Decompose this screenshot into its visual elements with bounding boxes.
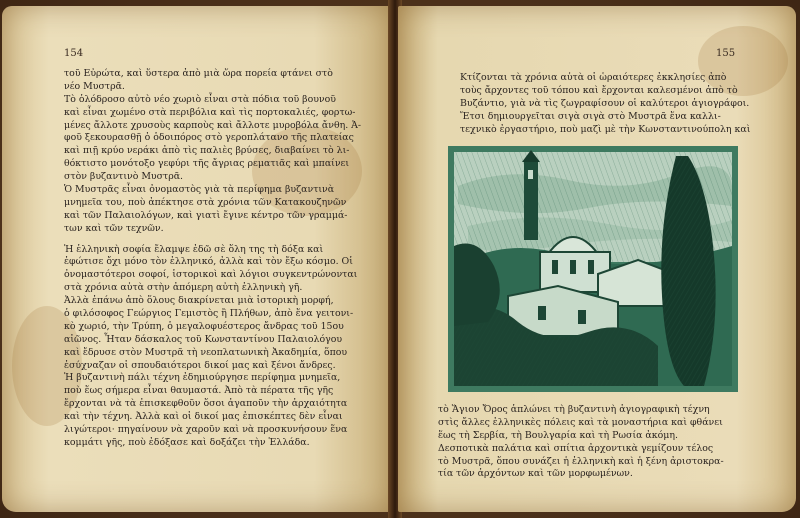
text-line: ἕως τὴ Σερβία, τὴ Βουλγαρία καὶ τὴ Ρωσία ἀκόμη. [438,429,678,441]
text-line: καὶ τὴν τέχνη. Ἀλλὰ καὶ οἱ δικοί μας ἐπισκέπτες δὲν εἶναι [64,411,343,423]
text-line: Δεσποτικὰ παλάτια καὶ σπίτια ἀρχοντικὰ γεμίζουν τέλος [438,442,714,454]
text-line: στὰ χρόνια αὐτὰ στὴν ἀπόμερη αὐτὴ ἑλληνικὴ γῆ. [64,282,303,294]
text-line: Ἡ ἑλληνικὴ σοφία ἔλαμψε ἐδῶ σὲ ὅλη της τὴ δόξα καὶ [64,243,324,255]
text-line: καὶ ἔδρυσε στὸν Μυστρᾶ τὴ νεοπλατωνικὴ Ἀκαδημία, ὅπου [64,346,348,358]
engraving-image [448,146,738,392]
text-line: Ἀλλὰ ἐπάνω ἀπὸ ὅλους διακρίνεται μιὰ ἱστορικὴ μορφή, [64,295,334,307]
text-line: ποὺ ἕως σήμερα εἶναι θαυμαστά. Ἀπὸ τὰ πέρατα τῆς γῆς [64,385,334,397]
left-page [2,6,392,512]
left-page-text [64,68,364,450]
right-page-text-bottom [438,404,768,481]
text-line: Βυζάντιο, γιὰ νὰ τὶς ζωγραφίσουν οἱ καλύτεροι ἁγιογράφοι. [460,97,750,109]
text-line: αἰῶνος. Ἦταν δάσκαλος τοῦ Κωνσταντίνου Παλαιολόγου [64,333,343,345]
page-number: 155 [716,48,736,59]
text-line: ὀνομαστότεροι σοφοί, ἱστορικοὶ καὶ λόγιοι συγκεντρώνονται [64,269,358,281]
text-line: φοῦ ξεκουρασθῇ ὁ ὁδοιπόρος στὸ γεροπλάτανο τῆς πλατείας [64,132,354,144]
text-line: Ἡ βυζαντινὴ πάλι τέχνη ἐδημιούργησε περίφημα μνημεῖα, [64,372,341,384]
text-line: τὸ Μυστρᾶ, ὅπου συνάζει ἡ ἑλληνικὴ καὶ ἡ ξένη ἀριστοκρα- [438,455,724,467]
text-line [64,236,364,244]
text-line: στὶς ἄλλες ἑλληνικὲς πόλεις καὶ τὰ μοναστήρια καὶ φθάνει [438,416,723,428]
text-line: ἐφώτισε ὄχι μόνο τὸν ἑλληνικό, ἀλλὰ καὶ τὸν ἔξω κόσμο. Οἱ [64,256,353,268]
text-line: μνημεῖα του, ποὺ ἀπέκτησε στὰ χρόνια τῶν Κατακουζηνῶν [64,196,347,208]
text-line: τὸ Ἅγιον Ὄρος ἁπλώνει τὴ βυζαντινὴ ἁγιογραφικὴ τέχνη [438,404,710,415]
text-line: τοὺς ἄρχοντες τοῦ τόπου καὶ ἔρχονται καλεσμένοι ἀπὸ τὸ [460,84,738,96]
text-line: τοῦ Εὐρώτα, καὶ ὕστερα ἀπὸ μιὰ ὥρα πορεία φτάνει στὸ [64,68,333,79]
text-line: ἐσύχναζαν οἱ σπουδαιότεροι δικοί μας καὶ ξένοι ἄνδρες. [64,359,336,371]
text-line: στὸν βυζαντινὸ Μυστρᾶ. [64,171,184,183]
text-line: καὶ πιῇ κρύο νεράκι ἀπὸ τὶς παλιὲς βρύσες, διαβαίνει τὸ λι- [64,145,350,157]
text-line: ὁ φιλόσοφος Γεώργιος Γεμιστὸς ἢ Πλήθων, ἀπὸ ἕνα γειτονι- [64,308,354,320]
text-line: λιγώτεροι· πηγαίνουν νὰ χαροῦν καὶ νὰ προσκυνήσουν ἕνα [64,424,348,436]
page-number: 154 [64,48,84,59]
right-page [398,6,796,512]
right-page-text-top [460,72,770,136]
mystras-engraving [448,146,738,392]
text-line: Ὁ Μυστρᾶς εἶναι ὀνομαστὸς γιὰ τὰ περίφημα βυζαντινὰ [64,184,335,196]
text-line: Τὸ ὁλόδροσο αὐτὸ νέο χωριὸ εἶναι στὰ πόδια τοῦ βουνοῦ [64,93,336,105]
text-line: κὸ χωριό, τὴν Τρύπη, ὁ μεγαλοφυέστερος ἄνδρας τοῦ 15ου [64,320,344,332]
text-line: ἔρχονται νὰ τὰ ἐπισκεφθοῦν ὅσοι ἀγαποῦν τὴν ἀρχαιότητα [64,398,348,410]
text-line: νέο Μυστρᾶ. [64,80,125,92]
text-line: μένες ἄλλοτε χρυσοὺς καρποὺς καὶ ἄλλοτε μυροβόλα ἄνθη. Ἀ- [64,119,362,131]
text-line: καὶ εἶναι χωμένο στὰ περιβόλια καὶ τὶς πορτοκαλιές, φορτω- [64,106,356,118]
text-line: τία τῶν ἀρχόντων καὶ τῶν μορφωμένων. [438,468,633,480]
text-line: των καὶ τῶν τεχνῶν. [64,222,164,234]
text-line: καὶ τῶν Παλαιολόγων, καὶ γιατὶ ἔγινε κέντρο τῶν γραμμά- [64,209,348,221]
text-line: θόκτιστο μονότοξο γεφύρι τῆς ἄγριας ρεματιᾶς καὶ μπαίνει [64,158,350,170]
text-line: κομμάτι γῆς, ποὺ ἐδόξασε καὶ δοξάζει τὴν Ἑλλάδα. [64,436,310,448]
text-line: τεχνικὸ ἐργαστήριο, ποὺ μαζὶ μὲ τὴν Κωνσταντινούπολη καὶ [460,123,751,135]
text-line: Κτίζονται τὰ χρόνια αὐτὰ οἱ ὡραιότερες ἐκκλησίες ἀπὸ [460,72,727,83]
text-line: Ἔτσι δημιουργεῖται σιγὰ σιγὰ στὸ Μυστρᾶ ἕνα καλλι- [460,110,721,122]
